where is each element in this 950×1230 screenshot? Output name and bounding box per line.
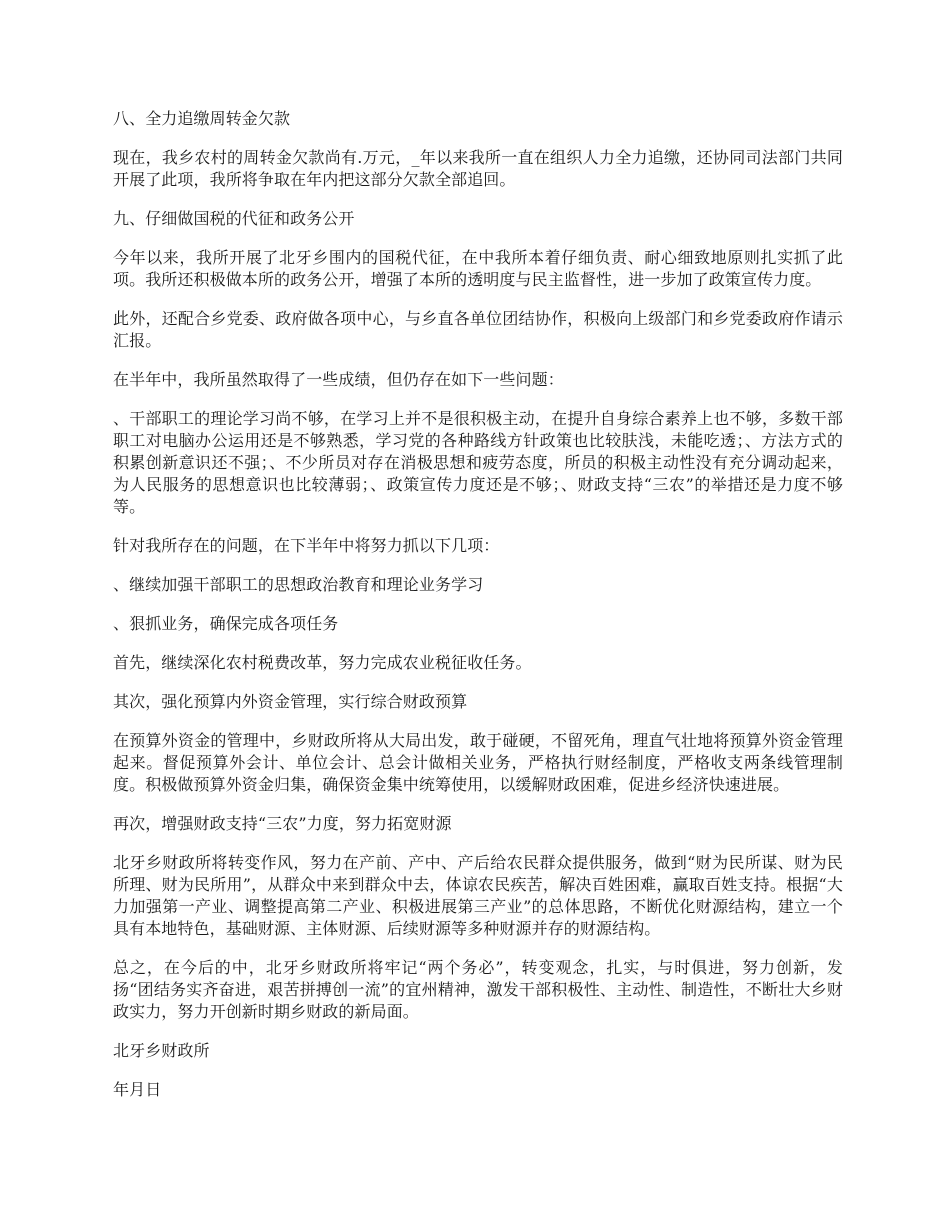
paragraph-service: 北牙乡财政所将转变作风，努力在产前、产中、产后给农民群众提供服务，做到“财为民所谋、财为民所理、财为民所用”，从群众中来到群众中去，体谅农民疾苦，解决百姓困难，赢取百姓支持。根据“大力加强第一产业、调整提高第二产业、积极进展第三产业”的总体思路，不断优化财源结构，建立一个具有本地特色，基础财源、主体财源、后续财源等多种财源并存的财源结构。 (113, 853, 843, 938)
paragraph-first: 首先，继续深化农村税费改革，努力完成农业税征收任务。 (113, 653, 532, 672)
signature-organization: 北牙乡财政所 (113, 1041, 210, 1060)
signature-date: 年月日 (113, 1080, 162, 1099)
paragraph-revolving-fund: 现在，我乡农村的周转金欠款尚有.万元，_年以来我所一直在组织人力全力追缴，还协同司法部门共同开展了此项，我所将争取在年内把这部分欠款全部追回。 (113, 148, 843, 189)
paragraph-second: 其次，强化预算内外资金管理，实行综合财政预算 (113, 692, 468, 711)
paragraph-conclusion: 总之，在今后的中，北牙乡财政所将牢记“两个务必”，转变观念，扎实，与时俱进，努力创新，发扬“团结务实齐奋进，艰苦拼搏创一流”的宜州精神，激发干部积极性、主动性、制造性，不断壮大乡财政实力，努力开创新时期乡财政的新局面。 (113, 958, 843, 1021)
paragraph-third: 再次，增强财政支持“三农”力度，努力拓宽财源 (113, 814, 452, 833)
list-item-education: 、继续加强干部职工的思想政治教育和理论业务学习 (113, 575, 484, 594)
paragraph-budget-management: 在预算外资金的管理中，乡财政所将从大局出发，敢于碰硬，不留死角，理直气壮地将预算外资金管理起来。督促预算外会计、单位会计、总会计做相关业务，严格执行财经制度，严格收支两条线管理制度。积极做预算外资金归集，确保资金集中统筹使用，以缓解财政困难，促进乡经济快速进展。 (113, 731, 843, 794)
section-heading-9: 九、仔细做国税的代征和政务公开 (113, 209, 355, 228)
paragraph-problems-intro: 在半年中，我所虽然取得了一些成绩，但仍存在如下一些问题： (113, 370, 564, 389)
list-item-business: 、狠抓业务，确保完成各项任务 (113, 614, 339, 633)
section-heading-8: 八、全力追缴周转金欠款 (113, 109, 291, 128)
paragraph-problems-list: 、干部职工的理论学习尚不够，在学习上并不是很积极主动，在提升自身综合素养上也不够，多数干部职工对电脑办公运用还是不够熟悉，学习党的各种路线方针政策也比较肤浅，未能吃透；、方法方式的积累创新意识还不强；、不少所员对存在消极思想和疲劳态度，所员的积极主动性没有充分调动起来，为人民服务的思想意识也比较薄弱；、政策宣传力度还是不够；、财政支持“三农”的举措还是力度不够等。 (113, 409, 843, 516)
paragraph-cooperation: 此外，还配合乡党委、政府做各项中心，与乡直各单位团结协作，积极向上级部门和乡党委政府作请示汇报。 (113, 309, 843, 350)
paragraph-plans-intro: 针对我所存在的问题，在下半年中将努力抓以下几项： (113, 536, 500, 555)
document-body (113, 108, 843, 1118)
paragraph-tax-collection: 今年以来，我所开展了北牙乡围内的国税代征，在中我所本着仔细负责、耐心细致地原则扎实抓了此项。我所还积极做本所的政务公开，增强了本所的透明度与民主监督性，进一步加了政策宣传力度。 (113, 248, 843, 289)
